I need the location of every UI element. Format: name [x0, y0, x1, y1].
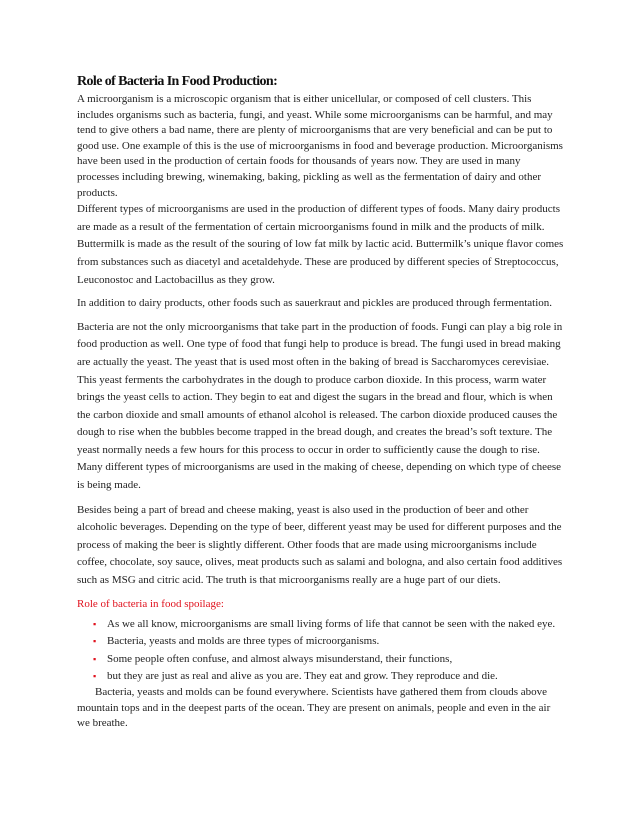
list-item: [93, 652, 565, 668]
list-item-text: As we all know, microorganisms are small living forms of life that cannot be seen with the naked eye.: [107, 617, 556, 630]
bullet-icon: ▪: [93, 671, 97, 682]
spoilage-heading: Role of bacteria in food spoilage:: [77, 597, 224, 610]
list-item-text: Bacteria, yeasts and molds are three types of microorganisms.: [107, 635, 380, 648]
bullet-icon: ▪: [93, 636, 97, 647]
list-item: [93, 617, 565, 633]
page-title: Role of Bacteria In Food Production:: [77, 74, 278, 89]
yeast-paragraph: Besides being a part of bread and cheese making, yeast is also used in the production of beer and other alcoholic beverages. Depending on the type of beer, different yeast may be used for different purposes and the process of making the beer is slightly different. Other foods that are made using microorganisms include coffee, chocolate, soy sauce, olives, meat products such as salami and bologna, and also certain food additives such as MSG and citric acid. The truth is that microorganisms really are a huge part of our diets.: [77, 503, 563, 587]
addition-paragraph: In addition to dairy products, other foods such as sauerkraut and pickles are produced through fermentation.: [77, 297, 552, 310]
list-item-text: but they are just as real and alive as you are. They eat and grow. They reproduce and die.: [107, 670, 498, 683]
list-item-text: Some people often confuse, and almost always misunderstand, their functions,: [107, 652, 453, 665]
closing-paragraph: Bacteria, yeasts and molds can be found everywhere. Scientists have gathered them from clouds above mountain tops and in the deepest parts of the ocean. They are present on animals, people and even in the air we breathe.: [77, 686, 551, 730]
dairy-paragraph: Different types of microorganisms are used in the production of different types of foods. Many dairy products are made as a result of the fermentation of certain microorganisms found in milk and the products of milk. Buttermilk is made as the result of the souring of low fat milk by lactic acid. Buttermilk’s unique flavor comes from substances such as diacetyl and acetaldehyde. These are produced by different species of Streptococcus, Leuconostoc and Lactobacillus as they grow.: [77, 203, 564, 286]
bullet-icon: ▪: [93, 618, 97, 629]
document-page: [77, 74, 565, 732]
list-item: [93, 634, 565, 650]
spoilage-bullet-list: [77, 617, 565, 685]
fungi-paragraph: Bacteria are not the only microorganisms that take part in the production of foods. Fungi can play a big role in food production as well. One type of food that fungi help to produce is bread. The fungi used in bread making are actually the yeast. The yeast that is used most often in the baking of bread is Saccharomyces cerevisiae. This yeast ferments the carbohydrates in the dough to produce carbon dioxide. In this process, warm water brings the yeast cells to action. They begin to eat and digest the sugars in the bread and flour, which is when the carbon dioxide and small amounts of ethanol alcohol is released. The carbon dioxide produced causes the dough to rise when the bubbles become trapped in the bread dough, and creates the bread’s soft texture. The yeast normally needs a few hours for this process to occur in order to sufficiently cause the dough to rise. Many different types of microorganisms are used in the making of cheese, depending on which type of cheese is being made.: [77, 320, 563, 492]
intro-paragraph: A microorganism is a microscopic organism that is either unicellular, or composed of cell clusters. This includes organisms such as bacteria, fungi, and yeast. While some microorganisms can be harmful, and may tend to give others a bad name, there are plenty of microorganisms that are very beneficial and can be put to good use. One example of this is the use of microorganisms in food and beverage production. Microorganisms have been used in the production of certain foods for thousands of years now. They are used in many processes including brewing, winemaking, baking, pickling as well as the fermentation of dairy and other products.: [77, 93, 563, 199]
bullet-icon: ▪: [93, 653, 97, 664]
list-item: [93, 669, 565, 685]
